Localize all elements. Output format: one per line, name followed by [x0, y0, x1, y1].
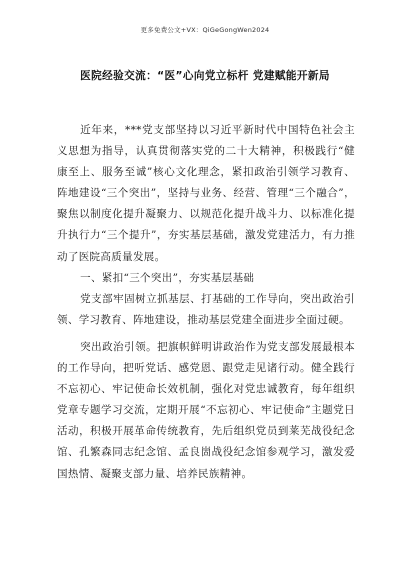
body-paragraph: 突出政治引领。把旗帜鲜明讲政治作为党支部发展最根本的工作导向，把听党话、感党恩、跟党走见诸行动。健全践行不忘初心、牢记使命长效机制，强化对党忠诚教育，每年组织党章专题学习交流，定期开展“不忘初心、牢记使命”主题党日活动，积极开展革命传统教育，先后组织党员到莱芜战役纪念馆、孔繁森同志纪念馆、孟良崮战役纪念馆参观学习，激发爱国热情、凝聚支部力量、培养民族精神。	[57, 340, 355, 480]
document-title: 医院经验交流：“医”心向党立标杆 党建赋能开新局	[80, 70, 330, 82]
section-heading: 一、紧扣“三个突出”，夯实基层基础	[80, 271, 255, 284]
document-body	[57, 120, 355, 485]
header-note: 更多免费公文+VX：QiGeGongWen2024	[140, 26, 270, 34]
section-paragraph: 党支部牢固树立抓基层、打基础的工作导向，突出政治引领、学习教育、阵地建设，推动基层党建全面进步全面过硬。	[57, 292, 355, 326]
intro-paragraph: 近年来，***党支部坚持以习近平新时代中国特色社会主义思想为指导，认真贯彻落实党的二十大精神，积极践行“健康至上、服务至诚”核心文化理念，紧扣政治引领学习教育、阵地建设“三个突出”，坚持与业务、经营、管理“三个融合”，聚焦以制度化提升凝聚力、以规范化提升战斗力、以标准化提升执行力“三个提升”，夯实基层基础，激发党建活力，有力推动了医院高质量发展。	[57, 124, 355, 263]
